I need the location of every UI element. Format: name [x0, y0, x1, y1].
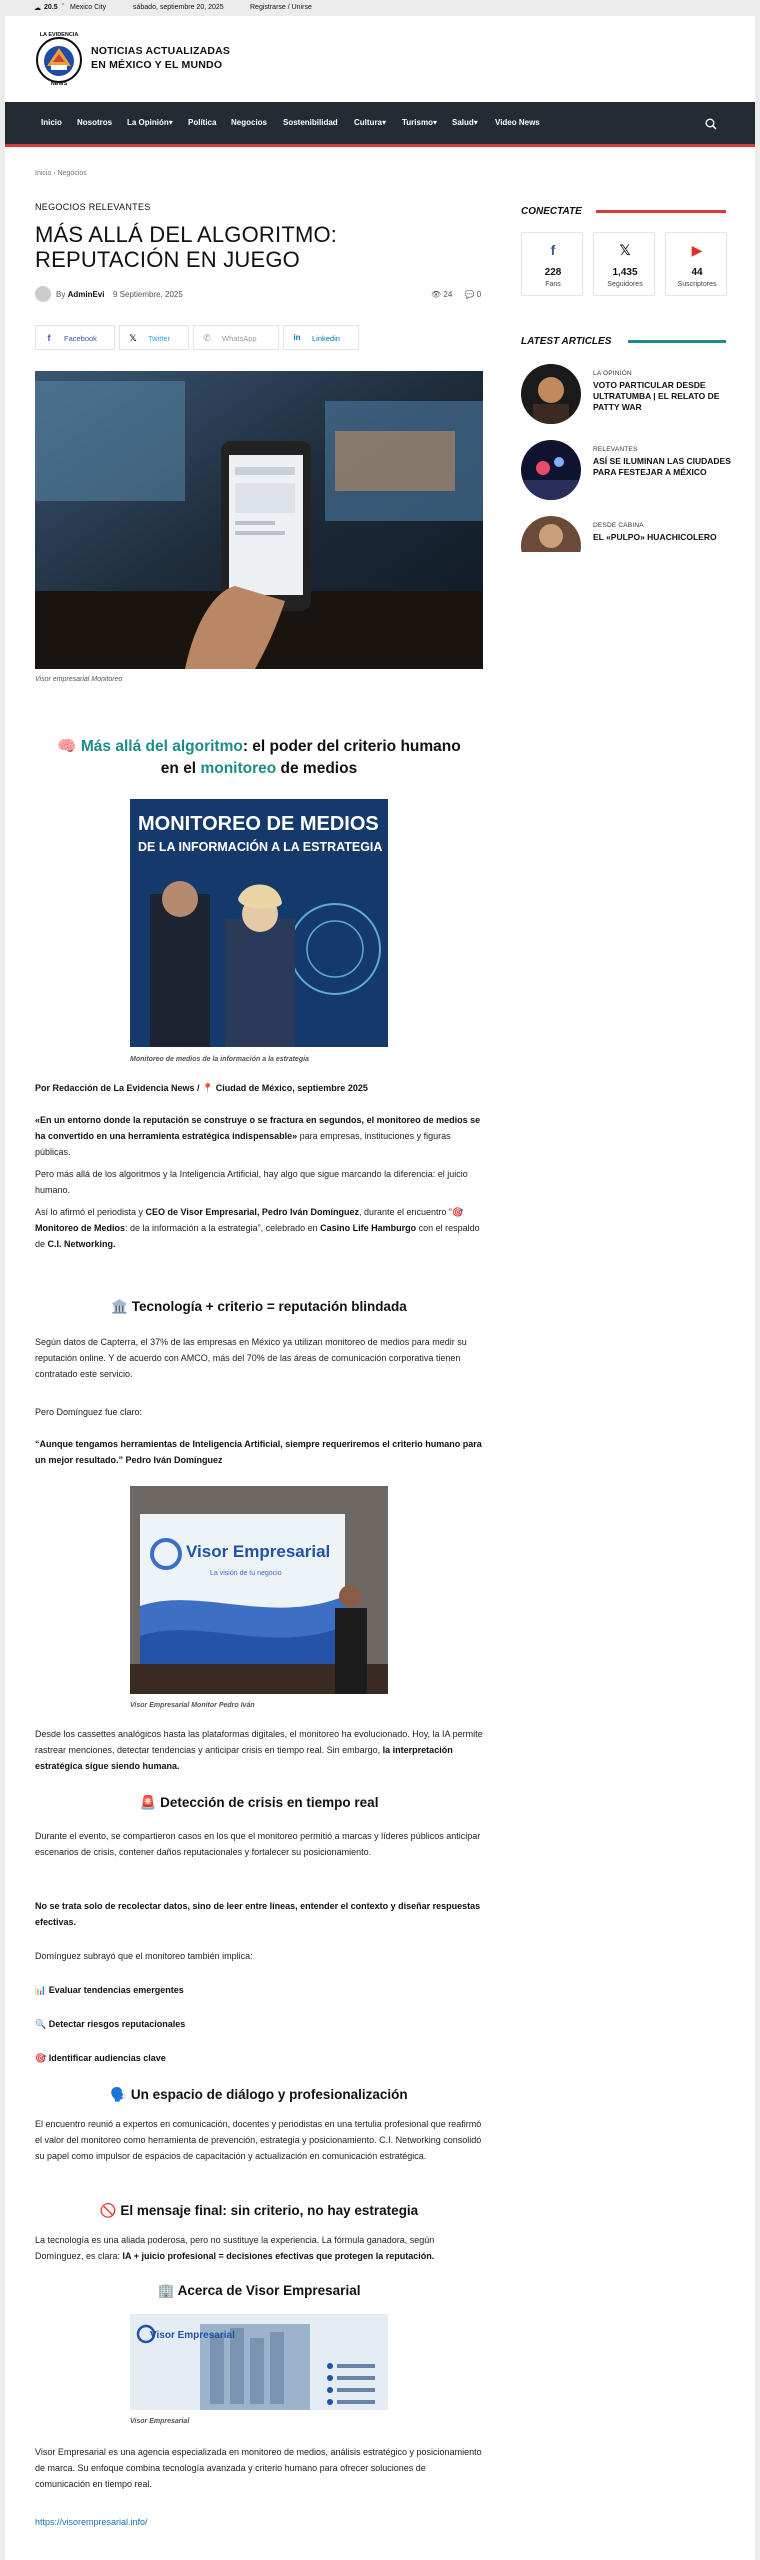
heading-dialogo — [35, 2086, 483, 2104]
post-category[interactable]: LA OPINIÓN — [593, 370, 632, 377]
share-facebook-button[interactable] — [35, 325, 115, 350]
visor-event-caption: Visor Empresarial Monitor Pedro Iván — [130, 1702, 255, 1709]
byline-by: By — [56, 290, 66, 299]
heading-crisis — [35, 1794, 483, 1812]
view-count: 24 — [443, 290, 453, 299]
whatsapp-icon: ✆ — [203, 333, 211, 343]
list-item — [35, 2050, 483, 2066]
nav-item-salud[interactable]: Salud▾ — [452, 118, 478, 127]
eye-icon: 👁 — [431, 290, 442, 299]
target-icon: 🎯 — [452, 1207, 464, 1217]
latest-post[interactable] — [521, 364, 743, 424]
post-title[interactable]: VOTO PARTICULAR DESDE ULTRATUMBA | EL RELATO DE PATTY WAR — [593, 380, 720, 412]
comment-icon[interactable]: 💬 — [464, 290, 475, 299]
breadcrumb-home[interactable]: Inicio — [35, 170, 52, 177]
x-followers-box[interactable] — [593, 232, 655, 296]
breadcrumb — [35, 170, 87, 177]
post-thumbnail[interactable] — [521, 440, 581, 500]
site-header — [5, 16, 755, 102]
main-nav — [5, 102, 755, 147]
article-title — [35, 222, 475, 272]
visor-event-image — [130, 1486, 388, 1694]
list-item-text: Evaluar tendencias emergentes — [46, 1985, 184, 1995]
youtube-subscribers-box[interactable] — [665, 232, 727, 296]
intro-heading — [35, 736, 483, 780]
paragraph-11: El encuentro reunió a expertos en comunicación, docentes y periodistas en una tertulia profesional que reafirmó el valor del monitoreo como herramienta de prevención, estrategia y posicionamiento. C.I. Networking consolidó su papel como impulsor de espacios de capacitación y actualización en comunicación estratégica. — [35, 2119, 482, 2161]
nav-item-turismo[interactable]: Turismo▾ — [402, 118, 437, 127]
visor-about-logo-text: Visor Empresarial — [150, 2330, 235, 2341]
tagline-line1: NOTICIAS ACTUALIZADAS — [91, 45, 231, 57]
heading-tecnologia-text: Tecnología + criterio = reputación blindada — [128, 1299, 407, 1314]
article-category[interactable]: NEGOCIOS RELEVANTES — [35, 202, 151, 212]
site-tagline — [91, 44, 230, 72]
magnifier-icon: 🔍 — [35, 2019, 47, 2029]
x-icon: 𝕏 — [619, 242, 631, 258]
youtube-count: 44 — [691, 267, 703, 278]
nav-item-politica[interactable]: Política — [188, 118, 217, 127]
nav-item-nosotros[interactable]: Nosotros — [77, 118, 113, 127]
post-title[interactable]: EL «PULPO» HUACHICOLERO — [593, 532, 717, 542]
post-title[interactable]: ASÍ SE ILUMINAN LAS CIUDADES PARA FESTEJAR A MÉXICO — [593, 456, 731, 477]
logo-top-text: LA EVIDENCIA — [39, 32, 79, 38]
hero-caption: Visor empresarial Monitoreo — [35, 676, 123, 683]
weather-temp: 20.5 — [44, 4, 58, 11]
logo-bottom-text: NEWS — [50, 81, 68, 87]
breadcrumb-separator: › — [53, 170, 56, 177]
facebook-count: 228 — [544, 267, 562, 278]
monitoreo-caption: Monitoreo de medios de la información a la estrategia — [130, 1056, 309, 1063]
facebook-fans-box[interactable] — [521, 232, 583, 296]
post-thumbnail[interactable] — [521, 516, 581, 552]
paragraph-6-quote: “Aunque tengamos herramientas de Inteligencia Artificial, siempre requeriremos el criterio humano para un mejor resultado.” Pedro Iván Domínguez — [35, 1439, 482, 1465]
siren-icon: 🚨 — [139, 1795, 157, 1810]
nav-item-negocios[interactable]: Negocios — [231, 118, 268, 127]
p3-h: C.I. Networking. — [47, 1239, 116, 1249]
connect-title-bar — [596, 210, 726, 213]
facebook-icon: f — [47, 333, 51, 343]
facebook-label: Fans — [545, 281, 561, 288]
weather-icon: ☁ — [34, 5, 41, 12]
nav-item-cultura[interactable]: Cultura▾ — [354, 118, 387, 127]
bank-icon: 🏛️ — [111, 1299, 128, 1314]
latest-articles-title: LATEST ARTICLES — [521, 336, 612, 347]
youtube-label: Suscriptores — [677, 281, 717, 288]
article-stats — [431, 290, 481, 299]
p7-a: Desde los cassettes analógicos hasta las plataformas digitales, el monitoreo ha evolucionado. Hoy, la IA permite rastrear menciones, detectar tendencias y anticipar crisis en tiempo real. Sin embargo, — [35, 1729, 483, 1755]
p3-f: Casino Life Hamburgo — [320, 1223, 417, 1233]
page — [5, 16, 755, 2560]
list-item — [35, 2016, 483, 2032]
x-icon: 𝕏 — [129, 333, 137, 343]
pin-icon: 📍 — [202, 1083, 214, 1093]
x-label: Seguidores — [607, 281, 643, 288]
heading-dialogo-text: Un espacio de diálogo y profesionalización — [127, 2087, 408, 2102]
latest-post[interactable] — [521, 440, 743, 500]
linkedin-icon: in — [293, 333, 301, 342]
latest-title-bar — [628, 340, 726, 343]
paragraph-13: Visor Empresarial es una agencia especializada en monitoreo de medios, análisis estratégico y posicionamiento de marca. Su enfoque combina tecnología avanzada y criterio humano para ofrecer soluciones de comunicación en tiempo real. — [35, 2447, 482, 2489]
title-line2: REPUTACIÓN EN JUEGO — [35, 247, 300, 272]
paragraph-10: Domínguez subrayó que el monitoreo también implica: — [35, 1951, 253, 1961]
paragraph-7 — [35, 1726, 483, 1774]
heading-acerca — [35, 2282, 483, 2300]
author-link[interactable]: AdminEvi — [67, 290, 105, 299]
x-count: 1,435 — [612, 267, 638, 278]
paragraph-2: Pero más allá de los algoritmos y la Inteligencia Artificial, hay algo que sigue marcando la diferencia: el juicio humano. — [35, 1169, 468, 1195]
heading-acerca-text: Acerca de Visor Empresarial — [174, 2283, 361, 2298]
intro-heading-b: : el poder del criterio humano — [242, 738, 461, 755]
nav-item-sostenibilidad[interactable]: Sostenibilidad — [283, 118, 338, 127]
speaking-head-icon: 🗣️ — [110, 2087, 128, 2102]
intro-heading-a: Más allá del algoritmo — [80, 738, 243, 755]
heading-mensaje-final-text: El mensaje final: sin criterio, no hay estrategia — [116, 2203, 419, 2218]
visor-about-caption: Visor Empresarial — [130, 2418, 190, 2425]
share-twitter-button[interactable] — [119, 325, 189, 350]
paragraph-9: No se trata solo de recolectar datos, sino de leer entre líneas, entender el contexto y diseñar respuestas efectivas. — [35, 1901, 481, 1927]
post-category[interactable]: RELEVANTES — [593, 446, 638, 453]
post-category[interactable]: DESDE CABINA — [593, 522, 644, 529]
paragraph-1 — [35, 1112, 483, 1160]
top-date: sábado, septiembre 20, 2025 — [133, 4, 224, 11]
p12-a: La tecnología es una aliada poderosa, pero no sustituye la experiencia. La fórmula ganadora, según Domínguez, es clara: — [35, 2235, 435, 2261]
list-item-text: Detectar riesgos reputacionales — [46, 2019, 186, 2029]
youtube-icon: ▶ — [691, 242, 703, 258]
list-item — [35, 1982, 483, 1998]
paragraph-5: Pero Domínguez fue claro: — [35, 1407, 143, 1417]
target-icon: 🎯 — [35, 2053, 47, 2063]
heading-crisis-text: Detección de crisis en tiempo real — [156, 1795, 379, 1810]
nav-item-video-news[interactable]: Video News — [495, 118, 540, 127]
weather-unit: ° — [62, 3, 64, 9]
share-whatsapp-label: WhatsApp — [222, 334, 257, 343]
intro-heading-e: de medios — [276, 760, 358, 777]
paragraph-3 — [35, 1204, 483, 1252]
heading-tecnologia — [35, 1298, 483, 1316]
office-building-icon: 🏢 — [157, 2283, 175, 2298]
title-line1: MÁS ALLÁ DEL ALGORITMO: — [35, 222, 338, 247]
share-whatsapp-button[interactable] — [193, 325, 279, 350]
comment-count[interactable]: 0 — [476, 290, 482, 299]
facebook-icon: f — [550, 242, 556, 258]
share-twitter-label: Twitter — [148, 334, 171, 343]
brain-icon: 🧠 — [57, 738, 77, 755]
paragraph-1-rest: para empresas, instituciones y figuras públicas. — [35, 1131, 451, 1157]
p12-b: IA + juicio profesional = decisiones efectivas que protegen la reputación. — [122, 2251, 435, 2261]
p3-e: : de la información a la estrategia”, celebrado en — [125, 1223, 321, 1233]
paragraph-4: Según datos de Capterra, el 37% de las empresas en México ya utilizan monitoreo de medios para medir su reputación online. Y de acuerdo con AMCO, más del 70% de las áreas de comunicación corporativa tienen contratado este servicio. — [35, 1337, 467, 1379]
breadcrumb-section[interactable]: Negocios — [57, 170, 87, 177]
p3-g: con el respaldo de — [35, 1223, 480, 1249]
share-linkedin-label: Linkedin — [312, 334, 340, 343]
site-logo[interactable] — [33, 32, 85, 88]
dateline-a: Por Redacción de La Evidencia News / — [35, 1083, 203, 1093]
p3-a: Así lo afirmó el periodista y — [35, 1207, 146, 1217]
p3-d: Monitoreo de Medios — [35, 1223, 125, 1233]
heading-mensaje-final — [35, 2202, 483, 2220]
dateline-b: Ciudad de México, septiembre 2025 — [213, 1083, 368, 1093]
paragraph-8: Durante el evento, se compartieron casos en los que el monitoreo permitió a marcas y líderes públicos anticipar escenarios de crisis, contener daños reputacionales y fortalecer su posicionamiento. — [35, 1831, 481, 1857]
p7-b: la interpretación estratégica sigue siendo humana. — [35, 1745, 453, 1771]
monitoreo-image-line1: MONITOREO DE MEDIOS — [138, 813, 379, 835]
top-bar — [0, 0, 760, 16]
nav-item-la-opinion[interactable]: La Opinión▾ — [127, 118, 173, 127]
article-dateline — [35, 1080, 483, 1096]
visor-website-link[interactable]: https://visorempresarial.info/ — [35, 2517, 148, 2527]
chart-icon: 📊 — [35, 1985, 47, 1995]
tagline-line2: EN MÉXICO Y EL MUNDO — [91, 59, 223, 71]
list-item-text: Identificar audiencias clave — [46, 2053, 166, 2063]
connect-title: CONECTATE — [521, 206, 582, 217]
p3-b: CEO de Visor Empresarial, Pedro Iván Domínguez — [145, 1207, 359, 1217]
article-date: 9 Septiembre, 2025 — [113, 290, 183, 299]
post-thumbnail[interactable] — [521, 364, 581, 424]
nav-item-inicio[interactable]: Inicio — [41, 118, 62, 127]
intro-heading-c: en el — [160, 760, 201, 777]
latest-post[interactable] — [521, 516, 743, 552]
share-linkedin-button[interactable] — [283, 325, 359, 350]
monitoreo-image — [130, 799, 388, 1047]
weather-city: Mexico City — [70, 4, 107, 11]
author-avatar[interactable] — [35, 286, 51, 302]
visor-about-image — [130, 2314, 388, 2410]
register-link[interactable]: Registrarse / Unirse — [250, 4, 312, 11]
visor-event-sub: La visión de tu negocio — [210, 1570, 282, 1577]
hero-image — [35, 371, 483, 669]
paragraph-1-bold: «En un entorno donde la reputación se construye o se fractura en segundos, el monitoreo de medios se ha convertido en una herramienta estratégica indispensable» — [35, 1115, 481, 1141]
paragraph-12 — [35, 2232, 483, 2264]
intro-heading-d: monitoreo — [200, 760, 277, 777]
prohibited-icon: 🚫 — [99, 2203, 117, 2218]
monitoreo-image-line2: DE LA INFORMACIÓN A LA ESTRATEGIA — [138, 840, 383, 854]
share-facebook-label: Facebook — [64, 334, 97, 343]
p3-c: , durante el encuentro “ — [358, 1207, 453, 1217]
search-icon[interactable] — [705, 117, 717, 129]
visor-event-logo-text: Visor Empresarial — [186, 1542, 331, 1561]
